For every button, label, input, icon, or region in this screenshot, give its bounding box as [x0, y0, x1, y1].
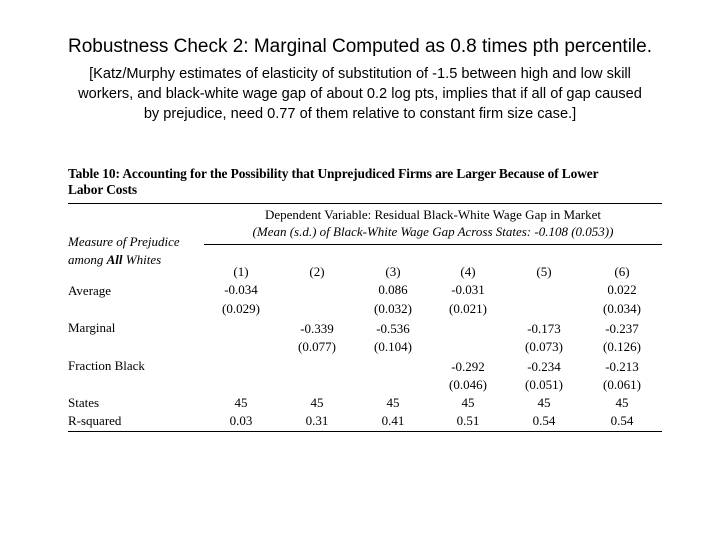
coef-cell: -0.173	[527, 321, 561, 336]
coef-cell: -0.536	[376, 321, 410, 336]
se-cell: (0.046)	[449, 377, 487, 392]
row-label-average: Average	[68, 283, 112, 298]
row-label-r-squared: R-squared	[68, 413, 122, 428]
coef-cell: -0.034	[224, 282, 258, 297]
se-cell: (0.034)	[603, 301, 641, 316]
se-cell: (0.032)	[374, 301, 412, 316]
rsq-cell: 0.31	[305, 413, 329, 428]
row-label-fraction-black: Fraction Black	[68, 358, 145, 373]
rsq-cell: 0.51	[456, 413, 480, 428]
stub-label-suffix: Whites	[122, 252, 162, 267]
row-label-states: States	[68, 395, 100, 410]
subtitle-line: by prejudice, need 0.77 of them relative to constant firm size case.]	[143, 106, 577, 122]
rsq-cell: 0.54	[532, 413, 556, 428]
se-cell: (0.021)	[449, 301, 487, 316]
column-header: (1)	[233, 264, 249, 279]
se-cell: (0.051)	[525, 377, 563, 392]
se-cell: (0.073)	[525, 339, 563, 354]
header-underline	[204, 244, 662, 245]
se-cell: (0.104)	[374, 339, 412, 354]
coef-cell: -0.339	[300, 321, 334, 336]
coef-cell: 0.086	[378, 282, 408, 297]
states-cell: 45	[386, 395, 400, 410]
column-header: (6)	[614, 264, 630, 279]
states-cell: 45	[234, 395, 248, 410]
states-cell: 45	[537, 395, 551, 410]
stub-label-line-1: Measure of Prejudice	[68, 234, 180, 249]
column-header: (3)	[385, 264, 401, 279]
stub-label-all: All	[106, 252, 123, 267]
rsq-cell: 0.54	[610, 413, 634, 428]
coef-cell: -0.031	[451, 282, 485, 297]
states-cell: 45	[461, 395, 475, 410]
states-cell: 45	[310, 395, 324, 410]
table-bottom-rule	[68, 431, 662, 432]
slide-title: Robustness Check 2: Marginal Computed as 0.8 times pth percentile.	[67, 36, 653, 57]
stub-label-line-2	[68, 252, 161, 268]
rsq-cell: 0.03	[229, 413, 253, 428]
coef-cell: -0.213	[605, 359, 639, 374]
se-cell: (0.077)	[298, 339, 336, 354]
regression-table	[68, 166, 662, 428]
table-caption	[68, 166, 662, 198]
se-cell: (0.061)	[603, 377, 641, 392]
coef-cell: -0.237	[605, 321, 639, 336]
subtitle-line: workers, and black-white wage gap of about 0.2 log pts, implies that if all of gap caused	[78, 86, 642, 102]
rsq-cell: 0.41	[381, 413, 405, 428]
column-header: (5)	[536, 264, 552, 279]
se-cell: (0.029)	[222, 301, 260, 316]
row-label-marginal: Marginal	[68, 320, 116, 335]
coef-cell: 0.022	[607, 282, 637, 297]
dependent-variable-label: Dependent Variable: Residual Black-White Wage Gap in Market	[264, 207, 601, 222]
column-header: (2)	[309, 264, 325, 279]
dependent-variable-subtitle: (Mean (s.d.) of Black-White Wage Gap Across States: -0.108 (0.053))	[252, 224, 614, 239]
column-header: (4)	[460, 264, 476, 279]
coef-cell: -0.292	[451, 359, 485, 374]
table-top-rule	[68, 203, 662, 204]
stub-label-prefix: among	[68, 252, 107, 267]
se-cell: (0.126)	[603, 339, 641, 354]
slide-subtitle	[30, 64, 690, 124]
states-cell: 45	[615, 395, 629, 410]
coef-cell: -0.234	[527, 359, 561, 374]
table-caption-line: Labor Costs	[68, 182, 137, 197]
subtitle-line: [Katz/Murphy estimates of elasticity of substitution of -1.5 between high and low skill	[89, 66, 631, 82]
table-caption-line: Table 10: Accounting for the Possibility that Unprejudiced Firms are Larger Because of Lower	[68, 166, 599, 181]
